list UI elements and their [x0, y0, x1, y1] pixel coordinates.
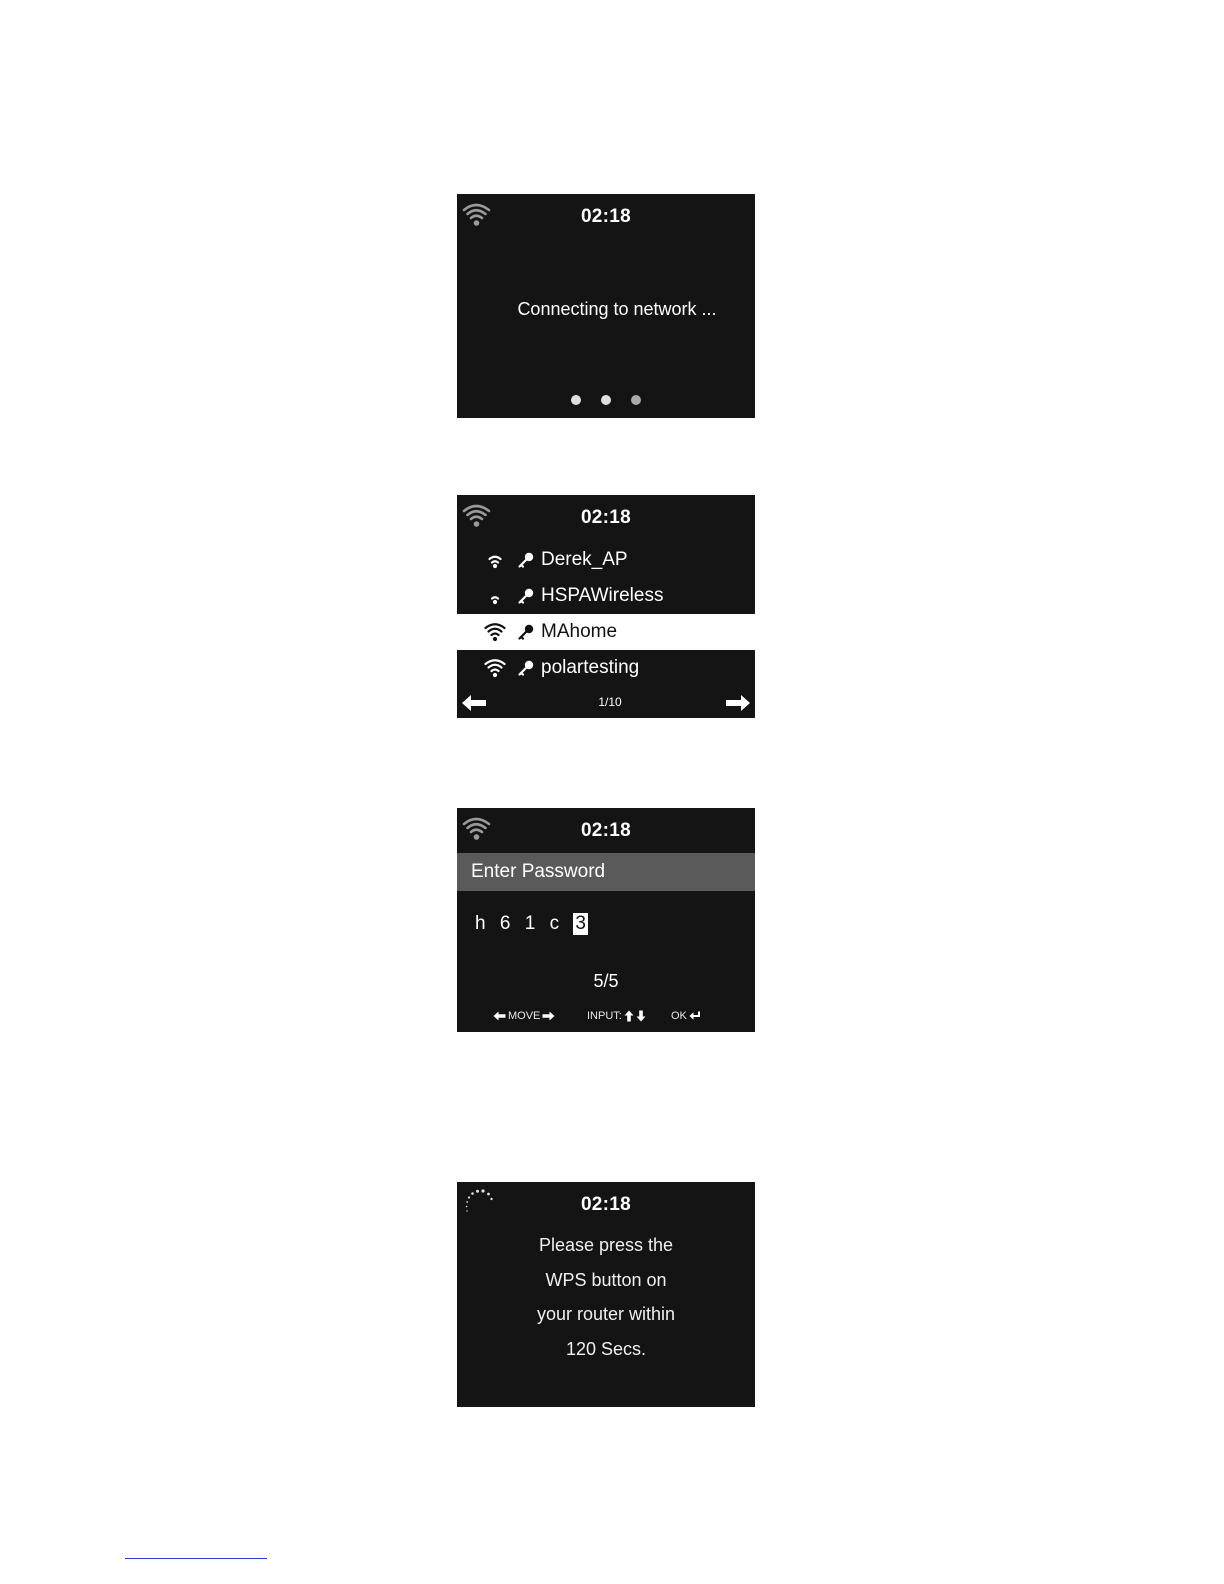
key-icon — [517, 551, 535, 569]
key-icon — [517, 659, 535, 677]
arrow-up-icon — [624, 1010, 634, 1022]
network-item[interactable] — [457, 650, 755, 686]
password-input[interactable] — [475, 913, 597, 935]
password-char: 6 — [499, 913, 511, 934]
input-hint — [587, 1010, 646, 1022]
footnote-separator — [125, 1558, 267, 1559]
connecting-screen — [457, 194, 755, 418]
char-count: 5/5 — [593, 971, 619, 991]
arrow-left-icon — [493, 1011, 506, 1021]
network-item[interactable] — [457, 542, 755, 578]
signal-strength-icon — [483, 621, 507, 643]
move-hint — [493, 1010, 555, 1022]
key-icon — [517, 623, 535, 641]
page-indicator: 1/10 — [598, 695, 622, 709]
network-name: HSPAWireless — [541, 585, 664, 606]
signal-strength-icon — [483, 585, 507, 607]
key-icon — [517, 587, 535, 605]
network-name: MAhome — [541, 621, 618, 642]
clock: 02:18 — [580, 507, 632, 528]
wps-line: WPS button on — [545, 1269, 667, 1290]
password-char: h — [475, 913, 486, 934]
wps-instructions — [457, 1228, 755, 1366]
network-item[interactable] — [457, 578, 755, 614]
connecting-message: Connecting to network ... — [517, 299, 717, 319]
move-hint-label: MOVE — [508, 1010, 541, 1022]
ok-hint — [671, 1010, 701, 1022]
signal-strength-icon — [483, 549, 507, 571]
wps-line: your router within — [536, 1304, 676, 1324]
wps-line: Please press the — [538, 1235, 674, 1255]
arrow-right-icon[interactable] — [725, 694, 751, 712]
progress-dots — [457, 392, 755, 410]
arrow-down-icon — [636, 1010, 646, 1022]
wps-screen — [457, 1182, 755, 1407]
network-list-screen — [457, 495, 755, 718]
wps-line: 120 Secs. — [565, 1338, 647, 1359]
arrow-right-icon — [542, 1011, 555, 1021]
clock: 02:18 — [580, 820, 632, 841]
clock: 02:18 — [580, 1194, 632, 1215]
password-screen — [457, 808, 755, 1032]
password-char: 1 — [524, 913, 536, 934]
password-header: Enter Password — [457, 853, 755, 891]
pager — [457, 688, 755, 718]
enter-icon — [689, 1011, 701, 1021]
network-name: polartesting — [541, 657, 640, 678]
ok-hint-label: OK — [671, 1010, 687, 1022]
password-char: c — [549, 913, 560, 934]
progress-dot — [571, 395, 581, 405]
input-hint-label: INPUT: — [587, 1010, 622, 1022]
network-item-selected[interactable] — [457, 614, 755, 650]
progress-dot — [631, 395, 641, 405]
signal-strength-icon — [483, 657, 507, 679]
progress-dot — [601, 395, 611, 405]
network-list — [457, 542, 755, 686]
password-cursor-char[interactable]: 3 — [575, 913, 586, 934]
clock: 02:18 — [580, 206, 632, 227]
network-name: Derek_AP — [541, 549, 628, 570]
